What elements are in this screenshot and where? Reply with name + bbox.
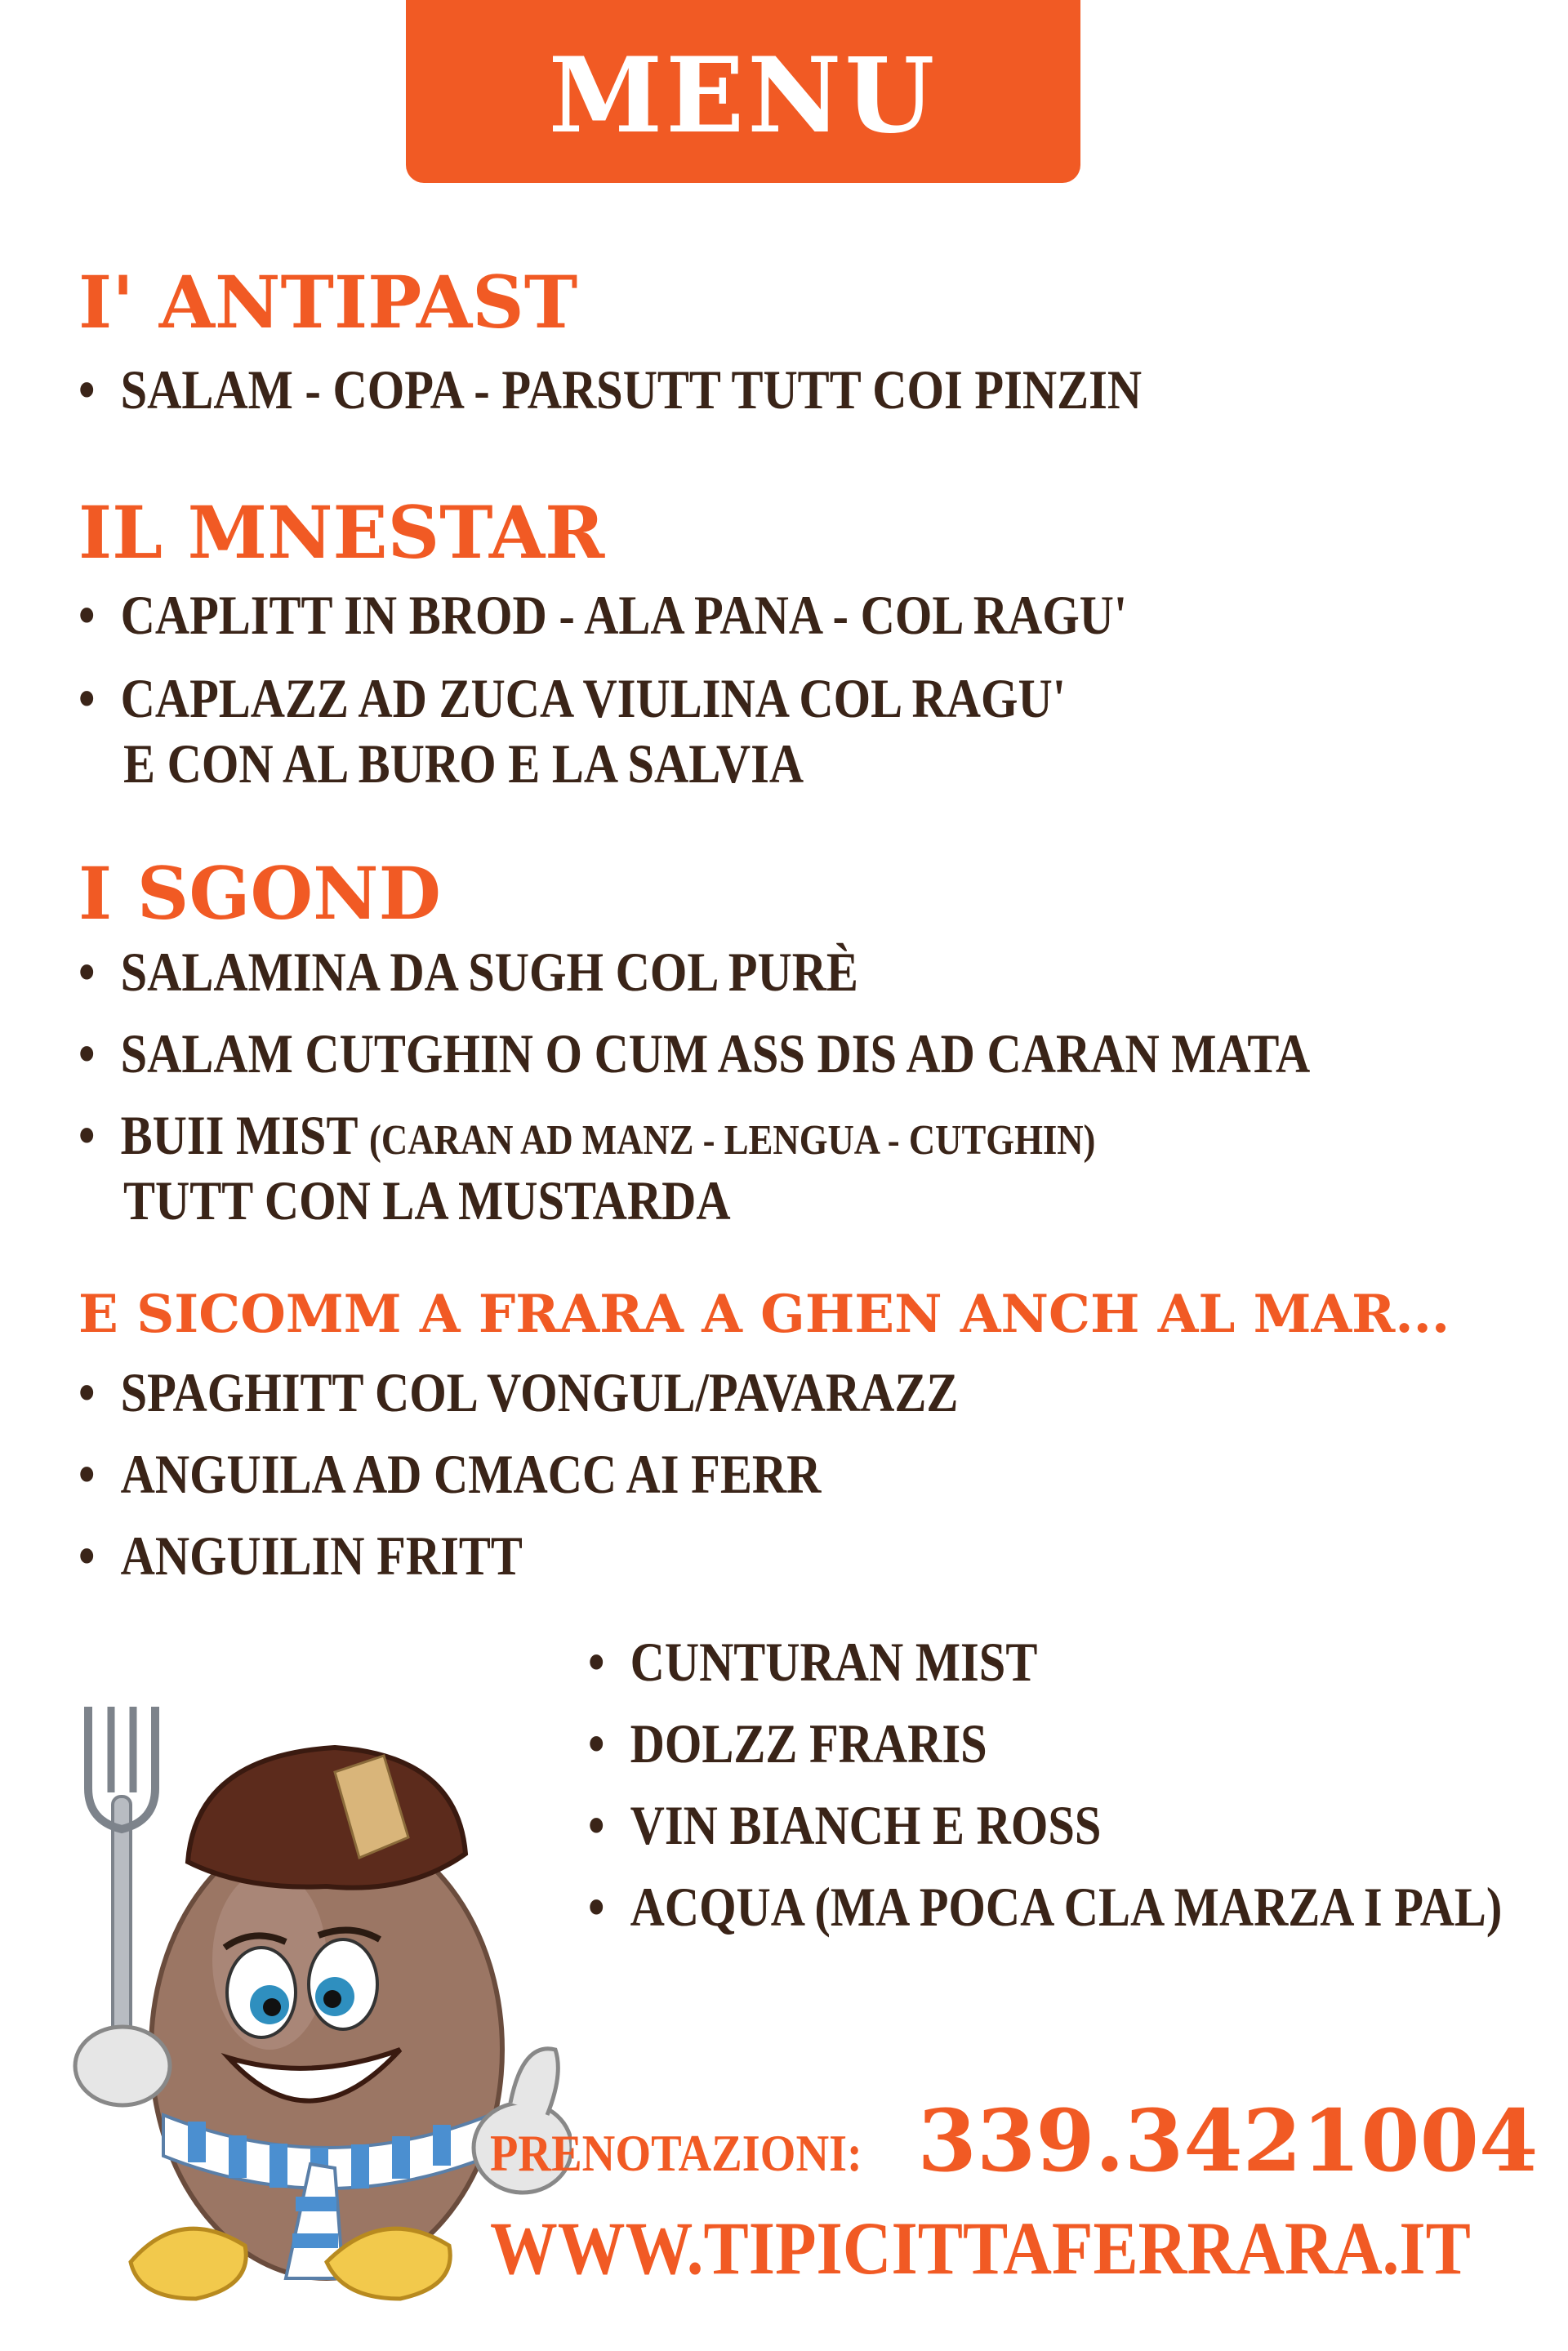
section-title-sgond: I SGOND [78,851,441,936]
menu-item: • SPAGHITT COL VONGUL/PAVARAZZ [78,1361,959,1423]
menu-item-continuation: E CON AL BURO E LA SALVIA [123,732,804,795]
section-title-mnestar: IL MNESTAR [78,490,605,575]
fork-icon [88,1707,155,2066]
menu-header [406,0,1080,183]
menu-title: MENU [548,35,938,156]
extra-item: • DOLZZ FRARIS [588,1712,987,1774]
menu-item: • BUII MIST (CARAN AD MANZ - LENGUA - CUTGHIN) [78,1104,1096,1166]
section-title-antipast: I' ANTIPAST [78,260,578,345]
menu-item-continuation: TUTT CON LA MUSTARDA [123,1169,731,1231]
reservation-line [490,2091,1538,2191]
menu-item: • CAPLAZZ AD ZUCA VIULINA COL RAGU' [78,667,1066,729]
menu-item: • CAPLITT IN BROD - ALA PANA - COL RAGU' [78,584,1128,646]
extra-item: • VIN BIANCH E ROSS [588,1794,1102,1856]
menu-item: • SALAM CUTGHIN O CUM ASS DIS AD CARAN MATA [78,1022,1311,1084]
menu-item: • ANGUILIN FRITT [78,1525,523,1587]
extra-item: • CUNTURAN MIST [588,1631,1038,1693]
menu-item: • SALAMINA DA SUGH COL PURÈ [78,941,858,1003]
section-title-mar: E SICOMM A FRARA A GHEN ANCH AL MAR... [78,1284,1450,1345]
extra-item: • ACQUA (MA POCA CLA MARZA I PAL) [588,1876,1503,1938]
website-link[interactable]: WWW.TIPICITTAFERRARA.IT [490,2206,1471,2290]
reservation-label: PRENOTAZIONI: [490,2124,862,2182]
menu-item: • ANGUILA AD CMACC AI FERR [78,1443,822,1505]
phone-number: 339.3421004 [917,2091,1539,2191]
menu-item: • SALAM - COPA - PARSUTT TUTT COI PINZIN [78,358,1143,421]
